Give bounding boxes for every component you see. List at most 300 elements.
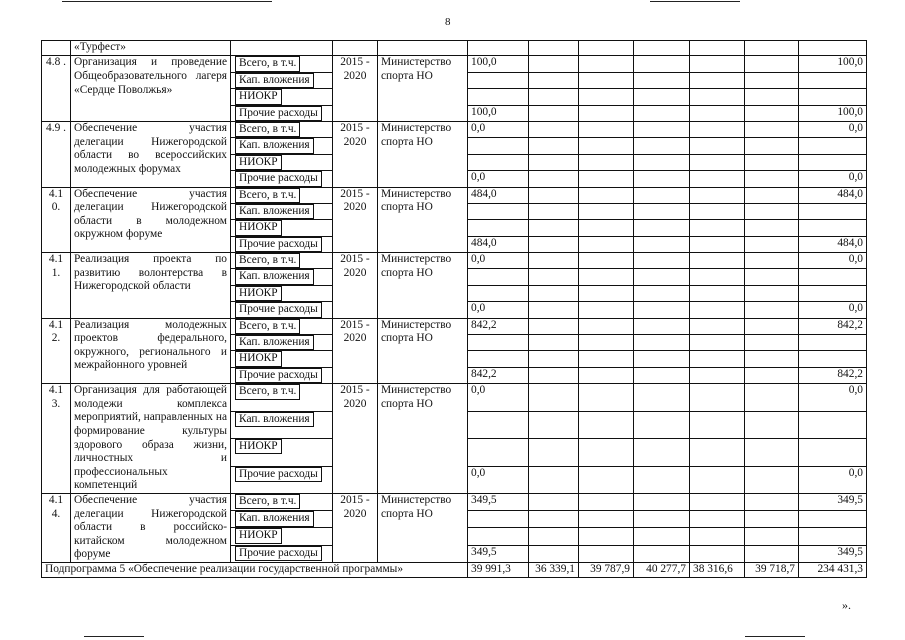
table-row: [42, 493, 867, 510]
value-cell: [634, 154, 690, 170]
subprogram-total-value: 39 718,7: [745, 562, 799, 577]
funding-category-label: Всего, в т.ч.: [235, 253, 300, 268]
value-cell: [634, 511, 690, 528]
funding-category: [231, 121, 333, 137]
value-total: [799, 269, 867, 285]
value-cell: [634, 302, 690, 318]
value-cell: [634, 351, 690, 367]
funding-category: [231, 545, 333, 562]
value-total: 842,2: [799, 367, 867, 383]
value-cell: [634, 203, 690, 219]
table-row: [42, 318, 867, 334]
value-2015: [468, 411, 529, 438]
bottom-cut-line-left: [84, 636, 144, 637]
value-cell: [690, 351, 745, 367]
value-total: [799, 138, 867, 154]
value-cell: [529, 384, 579, 411]
subprogram-total-value: 38 316,6: [690, 562, 745, 577]
value-cell: [634, 56, 690, 72]
value-cell: [634, 528, 690, 545]
value-cell: [579, 439, 634, 466]
value-cell: [690, 411, 745, 438]
value-cell: [690, 72, 745, 88]
value-cell: [745, 121, 799, 137]
value-cell: [634, 187, 690, 203]
value-cell: [745, 89, 799, 105]
value-cell: [634, 253, 690, 269]
executor: Министерство спорта НО: [378, 318, 468, 384]
value-cell: [579, 318, 634, 334]
value-2015: [468, 220, 529, 236]
value-cell: [634, 138, 690, 154]
period-years: 2015 - 2020: [333, 121, 378, 187]
value-total: 0,0: [799, 302, 867, 318]
value-cell: [690, 493, 745, 510]
value-cell: [579, 72, 634, 88]
value-cell: [745, 105, 799, 121]
value-2015: [468, 154, 529, 170]
funding-category-label: Всего, в т.ч.: [235, 319, 300, 334]
value-cell: [745, 56, 799, 72]
executor: Министерство спорта НО: [378, 384, 468, 494]
value-cell: [529, 528, 579, 545]
value-cell: [529, 121, 579, 137]
continuation-row: [42, 41, 867, 56]
value-cell: [745, 335, 799, 351]
period-years: 2015 - 2020: [333, 318, 378, 384]
funding-category-label: НИОКР: [235, 89, 282, 104]
value-cell: [529, 439, 579, 466]
item-description: Обеспечение участия делегации Нижегородской области в молодежном окружном форуме: [71, 187, 231, 253]
funding-category: [231, 171, 333, 187]
value-cell: [529, 269, 579, 285]
value-cell: [690, 138, 745, 154]
executor: Министерство спорта НО: [378, 56, 468, 122]
value-cell: [690, 318, 745, 334]
value-2015: 0,0: [468, 302, 529, 318]
value-cell: [745, 318, 799, 334]
funding-category-label: Кап. вложения: [235, 412, 314, 427]
subprogram-total-value: 234 431,3: [799, 562, 867, 577]
value-cell: [579, 528, 634, 545]
value-total: 0,0: [799, 253, 867, 269]
value-total: [799, 220, 867, 236]
value-2015: 0,0: [468, 121, 529, 137]
closing-mark: ».: [842, 598, 851, 612]
value-cell: [690, 220, 745, 236]
value-cell: [579, 138, 634, 154]
value-cell: [529, 56, 579, 72]
funding-category-label: Прочие расходы: [235, 467, 322, 482]
top-cut-line-right: [650, 1, 740, 2]
value-cell: [745, 302, 799, 318]
table-row: [42, 187, 867, 203]
funding-category: [231, 105, 333, 121]
value-cell: [690, 236, 745, 252]
funding-category: [231, 335, 333, 351]
value-cell: [634, 384, 690, 411]
value-2015: [468, 351, 529, 367]
value-cell: [579, 351, 634, 367]
value-cell: [634, 105, 690, 121]
value-cell: [690, 105, 745, 121]
value-cell: [634, 171, 690, 187]
value-cell: [529, 367, 579, 383]
funding-category-label: Кап. вложения: [235, 511, 314, 526]
period-years: 2015 - 2020: [333, 493, 378, 562]
value-cell: [634, 493, 690, 510]
funding-table: [41, 40, 867, 578]
continuation-label: «Турфест»: [71, 41, 231, 56]
funding-category: [231, 236, 333, 252]
value-cell: [579, 335, 634, 351]
funding-category-label: НИОКР: [235, 351, 282, 366]
executor: Министерство спорта НО: [378, 493, 468, 562]
value-cell: [690, 89, 745, 105]
value-total: [799, 285, 867, 301]
value-cell: [690, 367, 745, 383]
subprogram-total-value: 36 339,1: [529, 562, 579, 577]
value-cell: [579, 56, 634, 72]
funding-category-label: НИОКР: [235, 528, 282, 543]
value-2015: [468, 72, 529, 88]
value-total: [799, 439, 867, 466]
bottom-cut-line-right: [745, 636, 805, 637]
item-description: Организация для работающей молодежи комплекса мероприятий, направленных на формирование культуры здорового образа жизни, личностных и профессиональных компетенций: [71, 384, 231, 494]
value-cell: [745, 269, 799, 285]
funding-category: [231, 528, 333, 545]
funding-category-label: Прочие расходы: [235, 171, 322, 186]
funding-category: [231, 72, 333, 88]
value-cell: [579, 253, 634, 269]
value-cell: [634, 411, 690, 438]
value-cell: [634, 285, 690, 301]
funding-category-label: Прочие расходы: [235, 302, 322, 317]
period-years: 2015 - 2020: [333, 253, 378, 319]
value-cell: [690, 253, 745, 269]
value-cell: [745, 138, 799, 154]
funding-category: [231, 269, 333, 285]
value-cell: [745, 411, 799, 438]
value-2015: 0,0: [468, 466, 529, 493]
funding-category-label: Всего, в т.ч.: [235, 188, 300, 203]
funding-category-label: Кап. вложения: [235, 335, 314, 350]
table-row: [42, 384, 867, 411]
item-number: 4.1 3.: [42, 384, 71, 494]
value-cell: [690, 528, 745, 545]
value-cell: [529, 545, 579, 562]
value-cell: [579, 236, 634, 252]
value-cell: [634, 121, 690, 137]
value-total: [799, 72, 867, 88]
value-cell: [579, 220, 634, 236]
value-cell: [529, 89, 579, 105]
value-cell: [529, 187, 579, 203]
value-cell: [634, 367, 690, 383]
funding-category-label: Всего, в т.ч.: [235, 122, 300, 137]
value-2015: [468, 138, 529, 154]
item-description: Реализация проекта по развитию волонтерства в Нижегородской области: [71, 253, 231, 319]
value-cell: [529, 302, 579, 318]
value-cell: [690, 466, 745, 493]
value-total: [799, 203, 867, 219]
value-total: 484,0: [799, 236, 867, 252]
value-cell: [634, 335, 690, 351]
value-2015: [468, 439, 529, 466]
value-cell: [745, 285, 799, 301]
executor: Министерство спорта НО: [378, 121, 468, 187]
value-cell: [579, 171, 634, 187]
value-cell: [634, 89, 690, 105]
value-cell: [745, 187, 799, 203]
funding-category-label: Всего, в т.ч.: [235, 56, 300, 71]
value-cell: [745, 220, 799, 236]
executor: Министерство спорта НО: [378, 253, 468, 319]
value-cell: [745, 511, 799, 528]
value-cell: [690, 154, 745, 170]
value-cell: [634, 269, 690, 285]
value-cell: [745, 466, 799, 493]
value-cell: [529, 220, 579, 236]
value-cell: [529, 253, 579, 269]
value-cell: [634, 439, 690, 466]
subprogram-total-value: 39 787,9: [579, 562, 634, 577]
value-total: 349,5: [799, 493, 867, 510]
value-cell: [690, 171, 745, 187]
value-2015: 842,2: [468, 318, 529, 334]
value-cell: [579, 384, 634, 411]
value-2015: 349,5: [468, 493, 529, 510]
item-number: 4.8 .: [42, 56, 71, 122]
value-cell: [579, 121, 634, 137]
funding-category-label: Кап. вложения: [235, 138, 314, 153]
value-total: [799, 335, 867, 351]
value-cell: [745, 545, 799, 562]
funding-category: [231, 302, 333, 318]
value-cell: [690, 439, 745, 466]
value-total: 0,0: [799, 466, 867, 493]
value-total: 100,0: [799, 56, 867, 72]
value-cell: [529, 171, 579, 187]
funding-category-label: Прочие расходы: [235, 368, 322, 383]
value-cell: [634, 220, 690, 236]
value-cell: [529, 138, 579, 154]
value-cell: [529, 236, 579, 252]
page-number: 8: [445, 16, 451, 28]
value-cell: [634, 318, 690, 334]
value-cell: [579, 285, 634, 301]
funding-category: [231, 187, 333, 203]
item-description: Обеспечение участия делегации Нижегородской области во всероссийских молодежных форумах: [71, 121, 231, 187]
value-total: [799, 154, 867, 170]
funding-category-label: Прочие расходы: [235, 106, 322, 121]
value-total: 484,0: [799, 187, 867, 203]
value-cell: [745, 154, 799, 170]
value-cell: [529, 105, 579, 121]
value-cell: [745, 203, 799, 219]
value-cell: [690, 302, 745, 318]
value-cell: [745, 253, 799, 269]
value-total: 0,0: [799, 121, 867, 137]
funding-category: [231, 439, 333, 466]
value-total: 349,5: [799, 545, 867, 562]
funding-category-label: Прочие расходы: [235, 237, 322, 252]
item-description: Организация и проведение Общеобразовательного лагеря «Сердце Поволжья»: [71, 56, 231, 122]
value-cell: [529, 285, 579, 301]
value-cell: [690, 203, 745, 219]
value-cell: [579, 367, 634, 383]
value-cell: [579, 154, 634, 170]
funding-category-label: НИОКР: [235, 155, 282, 170]
funding-category: [231, 203, 333, 219]
funding-category: [231, 89, 333, 105]
value-cell: [690, 269, 745, 285]
item-description: Реализация молодежных проектов федерального, окружного, регионального и межрайонного уровней: [71, 318, 231, 384]
funding-category: [231, 411, 333, 438]
value-2015: 100,0: [468, 56, 529, 72]
value-2015: 100,0: [468, 105, 529, 121]
funding-category-label: Кап. вложения: [235, 269, 314, 284]
item-number: 4.9 .: [42, 121, 71, 187]
period-years: 2015 - 2020: [333, 56, 378, 122]
funding-category: [231, 285, 333, 301]
item-number: 4.1 2.: [42, 318, 71, 384]
value-2015: 484,0: [468, 187, 529, 203]
item-number: 4.1 4.: [42, 493, 71, 562]
value-2015: [468, 511, 529, 528]
value-total: [799, 528, 867, 545]
value-cell: [745, 236, 799, 252]
table-row: [42, 121, 867, 137]
value-cell: [529, 335, 579, 351]
value-cell: [579, 493, 634, 510]
value-cell: [634, 236, 690, 252]
funding-category-label: Всего, в т.ч.: [235, 494, 300, 509]
value-total: [799, 351, 867, 367]
value-cell: [579, 511, 634, 528]
value-cell: [529, 493, 579, 510]
funding-category: [231, 384, 333, 411]
item-number: 4.1 1.: [42, 253, 71, 319]
value-2015: 349,5: [468, 545, 529, 562]
subprogram-total-row: [42, 562, 867, 577]
value-cell: [579, 269, 634, 285]
funding-category: [231, 351, 333, 367]
funding-category: [231, 220, 333, 236]
funding-category-label: НИОКР: [235, 439, 282, 454]
value-cell: [579, 203, 634, 219]
value-total: [799, 89, 867, 105]
value-cell: [690, 187, 745, 203]
funding-category: [231, 318, 333, 334]
funding-category-label: Всего, в т.ч.: [235, 384, 300, 399]
value-cell: [529, 72, 579, 88]
funding-category-label: Прочие расходы: [235, 546, 322, 561]
value-cell: [529, 154, 579, 170]
value-cell: [579, 89, 634, 105]
value-2015: [468, 285, 529, 301]
value-cell: [745, 367, 799, 383]
value-2015: 0,0: [468, 171, 529, 187]
value-2015: [468, 335, 529, 351]
funding-category: [231, 154, 333, 170]
subprogram-total-label: Подпрограмма 5 «Обеспечение реализации государственной программы»: [42, 562, 468, 577]
value-2015: 0,0: [468, 384, 529, 411]
value-cell: [745, 384, 799, 411]
subprogram-total-value: 39 991,3: [468, 562, 529, 577]
value-cell: [690, 384, 745, 411]
value-cell: [529, 203, 579, 219]
funding-category-label: Кап. вложения: [235, 204, 314, 219]
value-cell: [529, 351, 579, 367]
value-cell: [634, 466, 690, 493]
funding-category-label: НИОКР: [235, 220, 282, 235]
period-years: 2015 - 2020: [333, 187, 378, 253]
value-total: 0,0: [799, 384, 867, 411]
value-2015: [468, 89, 529, 105]
value-total: 100,0: [799, 105, 867, 121]
funding-category: [231, 56, 333, 72]
value-cell: [690, 285, 745, 301]
value-cell: [634, 545, 690, 562]
value-cell: [579, 105, 634, 121]
value-cell: [529, 318, 579, 334]
value-cell: [745, 528, 799, 545]
value-cell: [745, 171, 799, 187]
value-cell: [690, 121, 745, 137]
funding-category: [231, 511, 333, 528]
value-cell: [529, 466, 579, 493]
value-2015: 842,2: [468, 367, 529, 383]
value-total: [799, 511, 867, 528]
value-2015: 0,0: [468, 253, 529, 269]
value-cell: [690, 511, 745, 528]
value-cell: [529, 511, 579, 528]
value-cell: [690, 56, 745, 72]
subprogram-total-value: 40 277,7: [634, 562, 690, 577]
value-cell: [529, 411, 579, 438]
value-cell: [690, 545, 745, 562]
value-cell: [579, 545, 634, 562]
value-cell: [745, 493, 799, 510]
table-row: [42, 56, 867, 72]
value-2015: [468, 203, 529, 219]
value-2015: [468, 269, 529, 285]
value-2015: [468, 528, 529, 545]
value-total: 0,0: [799, 171, 867, 187]
funding-category: [231, 466, 333, 493]
funding-category: [231, 253, 333, 269]
funding-category: [231, 138, 333, 154]
top-cut-line-left: [62, 1, 272, 2]
period-years: 2015 - 2020: [333, 384, 378, 494]
value-cell: [579, 187, 634, 203]
value-cell: [579, 411, 634, 438]
value-total: 842,2: [799, 318, 867, 334]
funding-category: [231, 493, 333, 510]
value-cell: [579, 302, 634, 318]
table-row: [42, 253, 867, 269]
funding-category-label: НИОКР: [235, 286, 282, 301]
value-cell: [745, 351, 799, 367]
funding-category: [231, 367, 333, 383]
value-cell: [745, 72, 799, 88]
item-description: Обеспечение участия делегации Нижегородской области в российско-китайском молодежном форуме: [71, 493, 231, 562]
funding-category-label: Кап. вложения: [235, 73, 314, 88]
value-cell: [745, 439, 799, 466]
item-number: 4.1 0.: [42, 187, 71, 253]
value-total: [799, 411, 867, 438]
